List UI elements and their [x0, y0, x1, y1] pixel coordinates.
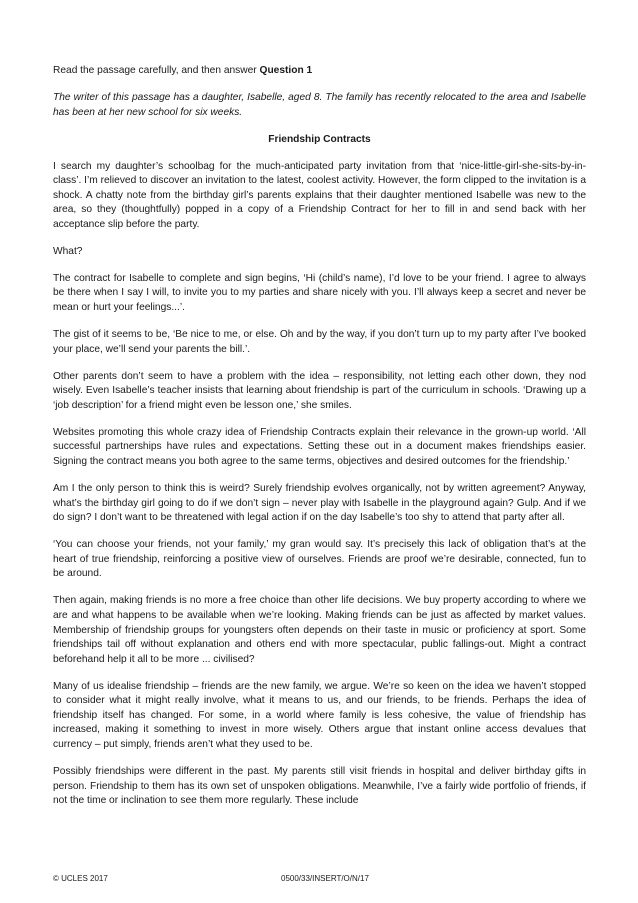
context-note: The writer of this passage has a daughter, Isabelle, aged 8. The family has recently relocated to the area and Isabelle has been at her new school for six weeks.	[53, 91, 586, 118]
instruction-text: Read the passage carefully, and then answer	[53, 65, 260, 76]
copyright-notice: © UCLES 2017	[53, 874, 108, 883]
paragraph: ‘You can choose your friends, not your family,’ my gran would say. It’s precisely this lack of obligation that’s at the heart of true friendship, reinforcing a positive view of ourselves. Friends are proof we’re desirable, connected, fun to be around.	[53, 539, 586, 580]
paragraph: Possibly friendships were different in the past. My parents still visit friends in hospital and deliver birthday gifts in person. Friendship to them has its own set of unspoken obligations. Meanwhile, I’ve a fairly wide portfolio of friends, if not the time or inclination to see them more regularly. These include	[53, 766, 586, 807]
paragraph: Then again, making friends is no more a free choice than other life decisions. We buy property according to where we are and what happens to be available when we’re looking. Making friends can be just as affected by market values. Membership of friendship groups for youngsters often depends on their taste in music or proficiency at sport. Some friendships tail off without explanation and others end with more spectacular, public fallings-out. Might a contract beforehand help it all to be more ... civilised?	[53, 595, 586, 665]
paragraph: I search my daughter’s schoolbag for the much-anticipated party invitation from that ‘nice-little-girl-she-sits-by-in-class’. I’m relieved to discover an invitation to the latest, coolest activity. However, the form clipped to the invitation is a shock. A chatty note from the birthday girl’s parents explains that their daughter mentioned Isabelle was new to the area, so they (thoughtfully) popped in a copy of a Friendship Contract for her to fill in and send back with her acceptance slip before the party.	[53, 160, 586, 230]
document-code: 0500/33/INSERT/O/N/17	[281, 874, 369, 883]
paragraph: Many of us idealise friendship – friends are the new family, we argue. We’re so keen on the idea we haven’t stopped to consider what it might really involve, what it means to us, and our friends, to be friends. Perhaps the idea of friendship itself has changed. For some, in a world where family is less cohesive, the value of friendship has increased, making it something to invest in more wisely. Others argue that instant online access devalues that currency – put simply, friends aren’t what they used to be.	[53, 680, 586, 751]
passage-title: Friendship Contracts	[268, 133, 371, 145]
instruction-line	[53, 64, 586, 79]
paragraph: Am I the only person to think this is weird? Surely friendship evolves organically, not by written agreement? Anyway, what’s the birthday girl going to do if we don’t sign – never play with Isabelle in the playground again? Gulp. And if we do sign? I don’t want to be threatened with legal action if on the day Isabelle’s too shy to attend that party after all.	[53, 482, 586, 524]
paragraph: Websites promoting this whole crazy idea of Friendship Contracts explain their relevance in the grown-up world. ‘All successful partnerships have rules and expectations. Setting these out in a document makes friendships easier. Signing the contract means you both agree to the same terms, objectives and desired outcomes for the friendship.’	[53, 426, 586, 467]
question-reference: Question 1	[259, 65, 313, 76]
paragraph: The gist of it seems to be, ‘Be nice to me, or else. Oh and by the way, if you don’t turn up to my party after I’ve booked your place, we’ll send your parents the bill.’.	[53, 329, 586, 355]
paragraph: What?	[53, 245, 83, 257]
document-body	[53, 64, 586, 821]
paragraph: Other parents don’t seem to have a problem with the idea – responsibility, not letting each other down, they nod wisely. Even Isabelle’s teacher insists that learning about friendship is part of the curriculum in schools. ‘Drawing up a ‘job description’ for a friend might even be lesson one,’ she smiles.	[53, 370, 586, 411]
paragraph: The contract for Isabelle to complete and sign begins, ‘Hi (child’s name), I’d love to be your friend. I agree to always be there when I say I will, to invite you to my parties and share nicely with you. I’ll always keep a secret and never be mean or hurt your feelings...’.	[53, 272, 586, 314]
